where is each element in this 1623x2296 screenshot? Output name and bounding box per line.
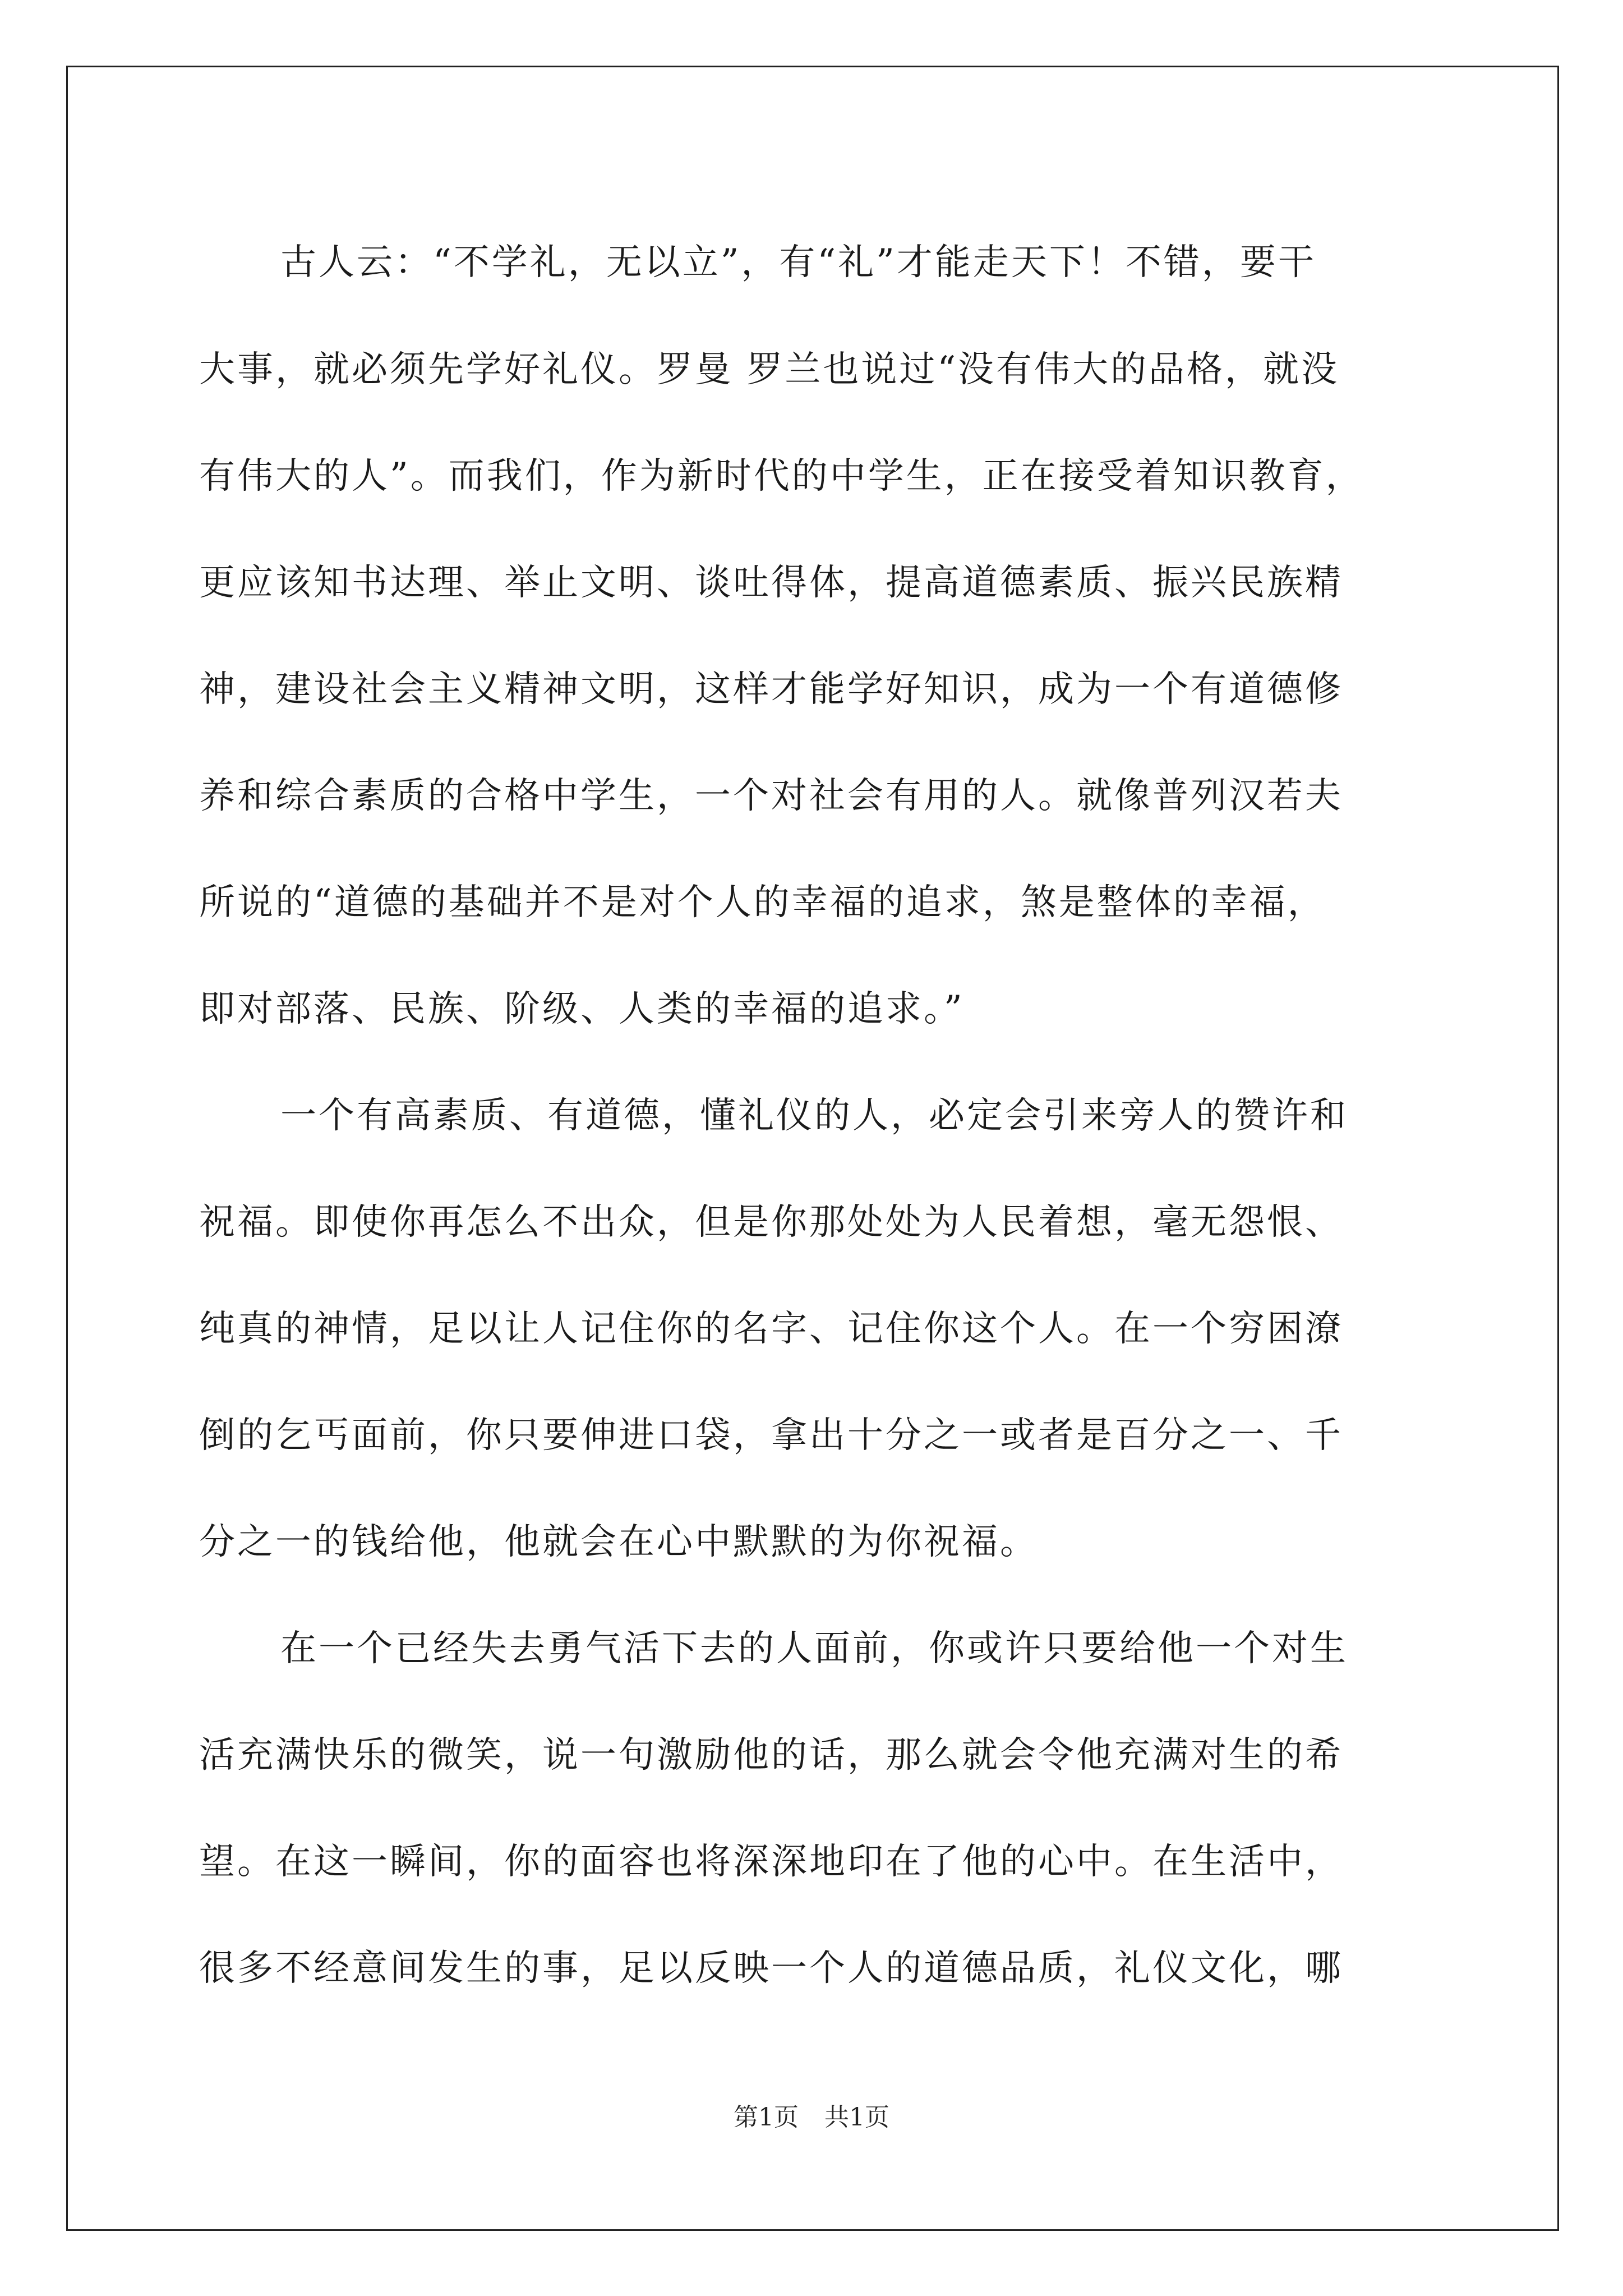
paragraph-1-line-5: 神，建设社会主义精神文明，这样才能学好知识，成为一个有道德修	[199, 669, 1343, 710]
page-footer	[0, 2101, 1623, 2134]
paragraph-3-line-4: 很多不经意间发生的事，足以反映一个人的道德品质，礼仪文化，哪	[199, 1948, 1343, 1989]
paragraph-3-line-1: 在一个已经失去勇气活下去的人面前，你或许只要给他一个对生	[280, 1628, 1348, 1669]
paragraph-1-line-8: 即对部落、民族、阶级、人类的幸福的追求。”	[199, 988, 965, 1030]
paragraph-1-line-2: 大事，就必须先学好礼仪。罗曼 罗兰也说过“没有伟大的品格，就没	[199, 349, 1340, 390]
paragraph-1-line-1: 古人云：“不学礼，无以立”，有“礼”才能走天下！不错，要干	[280, 242, 1316, 283]
paragraph-2-line-5: 分之一的钱给他，他就会在心中默默的为你祝福。	[199, 1521, 1038, 1563]
page-number: 第1页	[734, 2103, 799, 2132]
paragraph-2-line-2: 祝福。即使你再怎么不出众，但是你那处处为人民着想，毫无怨恨、	[199, 1202, 1343, 1243]
paragraph-2-line-4: 倒的乞丐面前，你只要伸进口袋，拿出十分之一或者是百分之一、千	[199, 1415, 1343, 1456]
paragraph-2-line-1: 一个有高素质、有道德，懂礼仪的人，必定会引来旁人的赞许和	[280, 1095, 1348, 1137]
paragraph-3-line-3: 望。在这一瞬间，你的面容也将深深地印在了他的心中。在生活中，	[199, 1841, 1343, 1883]
paragraph-3-line-2: 活充满快乐的微笑，说一句激励他的话，那么就会令他充满对生的希	[199, 1734, 1343, 1776]
paragraph-1-line-3: 有伟大的人”。而我们，作为新时代的中学生，正在接受着知识教育，	[199, 455, 1364, 497]
page-total: 共1页	[824, 2103, 889, 2132]
paragraph-1-line-6: 养和综合素质的合格中学生，一个对社会有用的人。就像普列汉若夫	[199, 775, 1343, 817]
paragraph-2-line-3: 纯真的神情，足以让人记住你的名字、记住你这个人。在一个穷困潦	[199, 1308, 1343, 1350]
paragraph-1-line-4: 更应该知书达理、举止文明、谈吐得体，提高道德素质、振兴民族精	[199, 562, 1343, 604]
paragraph-1-line-7: 所说的“道德的基础并不是对个人的幸福的追求，煞是整体的幸福，	[199, 882, 1326, 923]
